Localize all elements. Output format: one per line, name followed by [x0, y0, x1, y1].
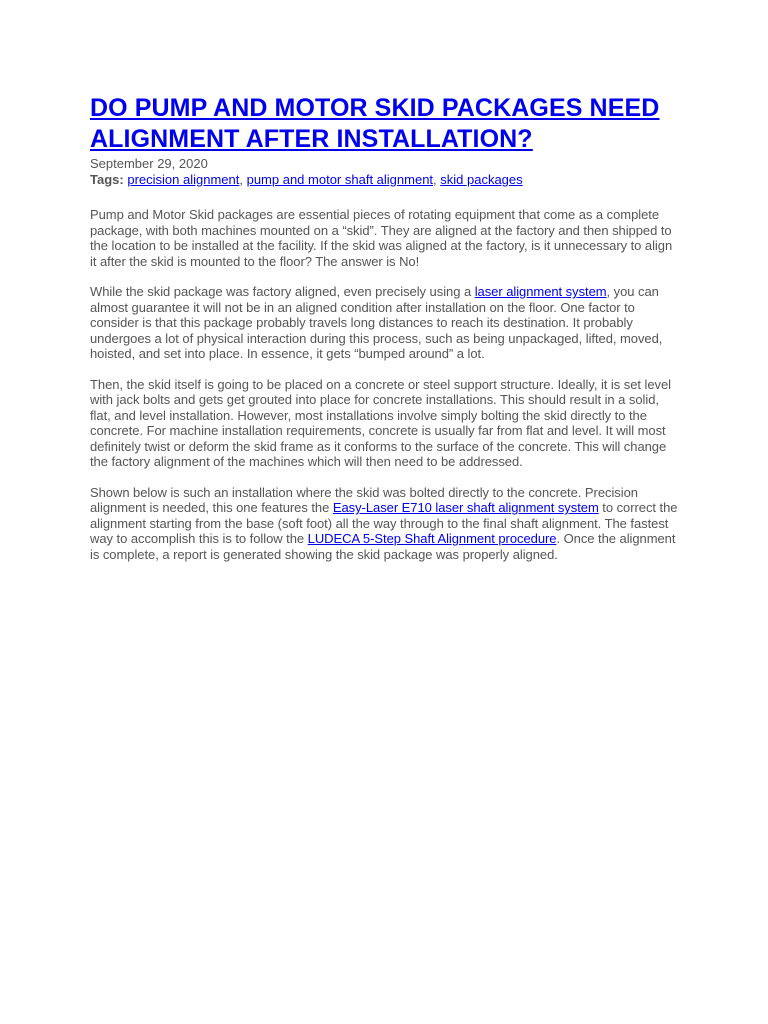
paragraph-intro	[90, 207, 680, 269]
tags-line	[90, 172, 680, 188]
paragraph-text: Then, the skid itself is going to be placed on a concrete or steel support structure. Ideally, it is set level with jack bolts and gets get grouted into place for concrete installations. This should result in a solid, flat, and level installation. However, most installations involve simply bolting the skid directly to the concrete. For machine installation requirements, concrete is usually far from flat and level. It will most definitely twist or deform the skid frame as it conforms to the surface of the concrete. This will change the factory alignment of the machines which will then need to be addressed.	[90, 376, 672, 469]
paragraph-text: to correct the alignment starting from the base (soft foot) all the way through to the final shaft alignment. The fastest way to accomplish this is to follow the	[90, 500, 678, 546]
tags-label: Tags:	[90, 172, 124, 187]
tag-link-precision-alignment[interactable]: precision alignment	[127, 172, 240, 187]
paragraph-text: While the skid package was factory aligned, even precisely using a	[90, 284, 475, 299]
ludeca-5-step-link[interactable]: LUDECA 5-Step Shaft Alignment procedure	[307, 531, 557, 546]
article-title-link[interactable]: DO PUMP AND MOTOR SKID PACKAGES NEED ALIGNMENT AFTER INSTALLATION?	[90, 94, 660, 153]
tag-link-skid-packages[interactable]: skid packages	[440, 172, 523, 187]
paragraph-text: Shown below is such an installation where the skid was bolted directly to the concrete. Precision alignment is needed, this one features the	[90, 484, 638, 515]
paragraph-text: . Once the alignment is complete, a report is generated showing the skid package was properly aligned.	[90, 531, 676, 562]
tag-separator: ,	[433, 172, 441, 187]
paragraph-text: , you can almost guarantee it will not be in an aligned condition after installation on the floor. One factor to consider is that this package probably travels long distances to reach its destination. It probably undergoes a lot of physical interaction during this process, such as being unpackaged, lifted, moved, hoisted, and set into place. In essence, it gets “bumped around” a lot.	[90, 284, 663, 361]
article-title[interactable]	[90, 93, 680, 155]
article	[90, 93, 680, 577]
tag-separator: ,	[239, 172, 247, 187]
easy-laser-e710-link[interactable]: Easy-Laser E710 laser shaft alignment system	[332, 500, 599, 515]
paragraph-installation-example	[90, 485, 680, 563]
paragraph-concrete-support	[90, 377, 680, 470]
article-body	[90, 207, 680, 562]
laser-alignment-system-link[interactable]: laser alignment system	[474, 284, 607, 299]
paragraph-text: Pump and Motor Skid packages are essential pieces of rotating equipment that come as a complete package, with both machines mounted on a “skid”. They are aligned at the factory and then shipped to the location to be installed at the facility. If the skid was aligned at the factory, is it unnecessary to align it after the skid is mounted to the floor? The answer is No!	[90, 207, 673, 269]
article-date: September 29, 2020	[90, 156, 208, 171]
paragraph-factory-aligned	[90, 284, 680, 362]
tag-link-pump-motor-shaft-alignment[interactable]: pump and motor shaft alignment	[246, 172, 434, 187]
